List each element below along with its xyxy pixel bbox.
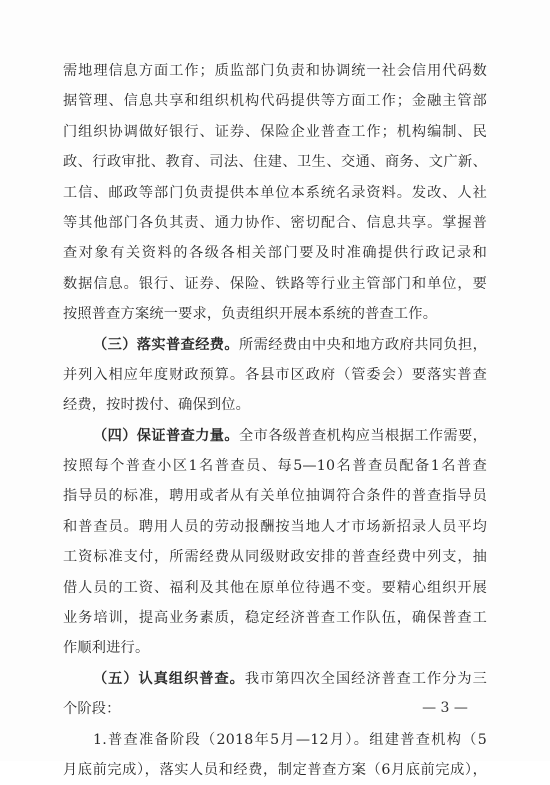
text-line: 按照每个普查小区1名普查员、每5—10名普查员配备1名普查 — [63, 458, 487, 475]
section-4-text: 全市各级普查机构应当根据工作需要， — [239, 427, 487, 444]
text-line: 工信、邮政等部门负责提供本单位本系统名录资料。发改、人社 — [63, 184, 487, 201]
stage-1-first-line: 1.普查准备阶段（2018年5月—12月）。组建普查机构（5 — [93, 731, 487, 748]
text-line: 数据信息。银行、证券、保险、铁路等行业主管部门和单位，要 — [63, 275, 487, 292]
text-line: 政、行政审批、教育、司法、住建、卫生、交通、商务、文广新、 — [63, 154, 487, 171]
text-line: 月底前完成），落实人员和经费，制定普查方案（6月底前完成）， — [63, 761, 487, 778]
text-line: 并列入相应年度财政预算。各县市区政府（管委会）要落实普查 — [63, 366, 487, 383]
text-line: 借人员的工资、福利及其他在原单位待遇不变。要精心组织开展 — [63, 579, 487, 596]
section-5-text: 我市第四次全国经济普查工作分为三 — [244, 670, 487, 687]
section-5-first-line — [63, 664, 487, 694]
text-line: 工资标准支付，所需经费从同级财政安排的普查经费中列支，抽 — [63, 549, 487, 566]
page-number: — 3 — — [422, 700, 468, 716]
section-3-first-line — [63, 330, 487, 360]
text-line: 作顺利进行。 — [63, 640, 150, 657]
section-5-heading: （五）认真组织普查。 — [93, 670, 245, 687]
section-3-heading: （三）落实普查经费。 — [93, 336, 239, 353]
text-line: 按照普查方案统一要求，负责组织开展本系统的普查工作。 — [63, 306, 438, 323]
text-line: 指导员的标准，聘用或者从有关单位抽调符合条件的普查指导员 — [63, 488, 487, 505]
text-line: 经费，按时拨付、确保到位。 — [63, 397, 251, 414]
text-line: 和普查员。聘用人员的劳动报酬按当地人才市场新招录人员平均 — [63, 518, 487, 535]
section-3-text: 所需经费由中央和地方政府共同负担， — [239, 336, 487, 353]
text-line: 个阶段： — [63, 701, 121, 718]
text-line: 业务培训，提高业务素质，稳定经济普查工作队伍，确保普查工 — [63, 610, 487, 627]
text-line: 查对象有关资料的各级各相关部门要及时准确提供行政记录和 — [63, 245, 487, 262]
text-line: 门组织协调做好银行、证券、保险企业普查工作；机构编制、民 — [63, 123, 487, 140]
text-line: 等其他部门各负其责、通力协作、密切配合、信息共享。掌握普 — [63, 214, 487, 231]
text-line: 据管理、信息共享和组织机构代码提供等方面工作；金融主管部 — [63, 93, 487, 110]
document-body — [63, 56, 487, 785]
text-line: 需地理信息方面工作；质监部门负责和协调统一社会信用代码数 — [63, 63, 487, 79]
section-4-heading: （四）保证普查力量。 — [93, 427, 239, 444]
section-4-first-line — [63, 421, 487, 451]
